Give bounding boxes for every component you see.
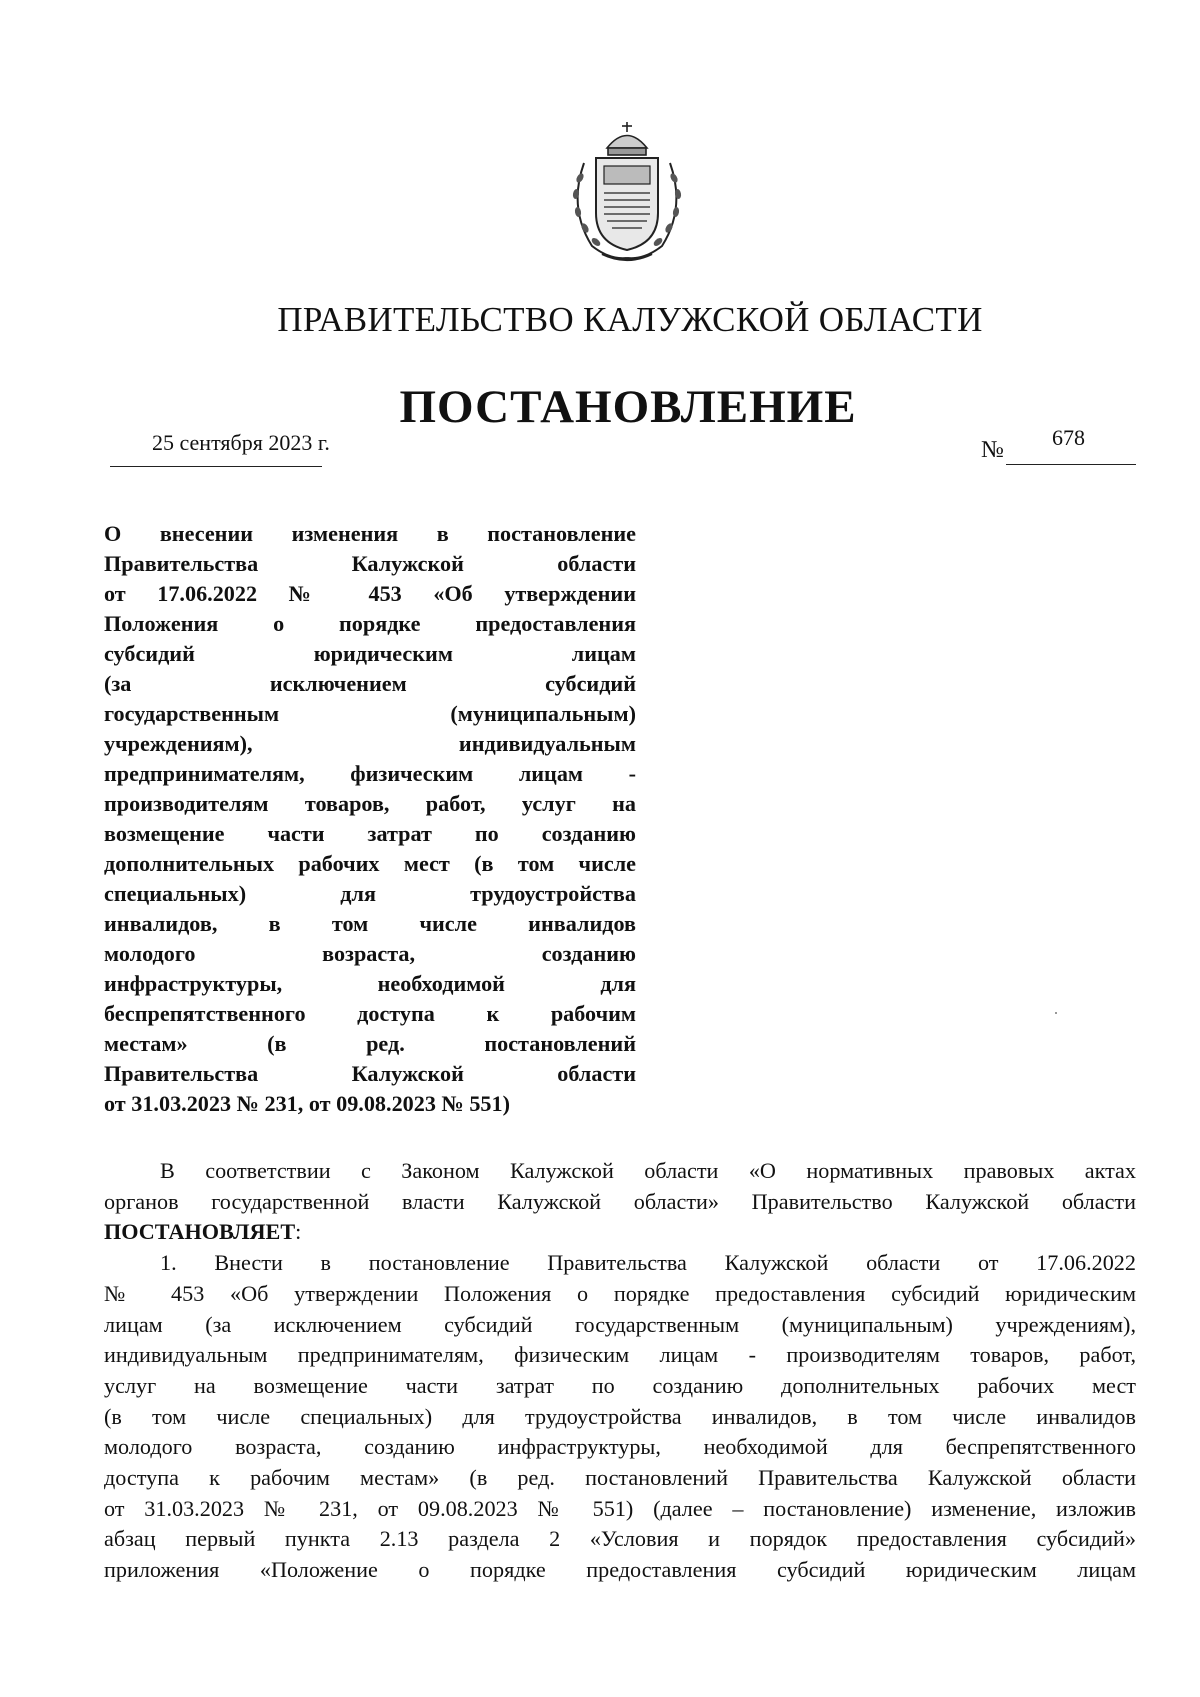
subject-line: беспрепятственного доступа к рабочим: [104, 1001, 636, 1026]
subject-line: (за исключением субсидий: [104, 671, 636, 696]
item1-line: доступа к рабочим местам» (в ред. постановлений Правительства Калужской области: [104, 1465, 1136, 1491]
subject-line: местам» (в ред. постановлений: [104, 1031, 636, 1056]
decree-colon: :: [295, 1219, 302, 1245]
subject-line: О внесении изменения в постановление: [104, 521, 636, 546]
subject-line: от 17.06.2022 № 453 «Об утверждении: [104, 581, 636, 606]
subject-line: молодого возраста, созданию: [104, 941, 636, 966]
preamble-line: органов государственной власти Калужской области» Правительство Калужской области: [104, 1188, 1136, 1214]
subject-line: предпринимателям, физическим лицам -: [104, 761, 636, 786]
subject-line: инвалидов, в том числе инвалидов: [104, 911, 636, 936]
subject-line: государственным (муниципальным): [104, 701, 636, 726]
decree-line: [104, 1217, 1136, 1248]
coat-of-arms-icon: [562, 118, 692, 268]
item1-line: (в том числе специальных) для трудоустройства инвалидов, в том числе инвалидов: [104, 1403, 1136, 1429]
document-date: 25 сентября 2023 г.: [152, 430, 330, 455]
subject-line: Правительства Калужской области: [104, 1061, 636, 1086]
document-body: [104, 1156, 1136, 1586]
subject-line: Правительства Калужской области: [104, 551, 636, 576]
subject-line: возмещение части затрат по созданию: [104, 821, 636, 846]
government-title: ПРАВИТЕЛЬСТВО КАЛУЖСКОЙ ОБЛАСТИ: [277, 300, 983, 339]
document-number: 678: [1052, 425, 1085, 450]
subject-line: производителям товаров, работ, услуг на: [104, 791, 636, 816]
item1-line: услуг на возмещение части затрат по созданию дополнительных рабочих мест: [104, 1372, 1136, 1398]
document-subject: [104, 519, 636, 1119]
item1-line: приложения «Положение о порядке предоставления субсидий юридическим лицам: [104, 1557, 1136, 1583]
item1-line: от 31.03.2023 № 231, от 09.08.2023 № 551) (далее – постановление) изменение, изложив: [104, 1495, 1136, 1521]
item1-line: лицам (за исключением субсидий государственным (муниципальным) учреждениям),: [104, 1311, 1136, 1337]
date-underline: [110, 466, 322, 467]
item1-line: 1. Внести в постановление Правительства Калужской области от 17.06.2022: [160, 1250, 1136, 1276]
item1-line: абзац первый пункта 2.13 раздела 2 «Условия и порядок предоставления субсидий»: [104, 1526, 1136, 1552]
item1-line: индивидуальным предпринимателям, физическим лицам - производителям товаров, работ,: [104, 1342, 1136, 1368]
number-sign: №: [981, 437, 1004, 463]
subject-line: от 31.03.2023 № 231, от 09.08.2023 № 551): [104, 1091, 511, 1116]
subject-line: специальных) для трудоустройства: [104, 881, 636, 906]
subject-line: инфраструктуры, необходимой для: [104, 971, 636, 996]
number-underline: [1006, 464, 1136, 465]
preamble-line: В соответствии с Законом Калужской области «О нормативных правовых актах: [160, 1158, 1136, 1183]
subject-line: учреждениям), индивидуальным: [104, 731, 636, 756]
document-type-title: ПОСТАНОВЛЕНИЕ: [399, 381, 857, 433]
subject-line: субсидий юридическим лицам: [104, 641, 636, 666]
subject-line: Положения о порядке предоставления: [104, 611, 636, 636]
scan-speck: [1055, 1012, 1057, 1014]
item1-line: молодого возраста, созданию инфраструктуры, необходимой для беспрепятственного: [104, 1434, 1136, 1460]
item1-line: № 453 «Об утверждении Положения о порядке предоставления субсидий юридическим: [104, 1280, 1136, 1306]
decree-word: ПОСТАНОВЛЯЕТ: [104, 1219, 296, 1245]
subject-line: дополнительных рабочих мест (в том числе: [104, 851, 636, 876]
